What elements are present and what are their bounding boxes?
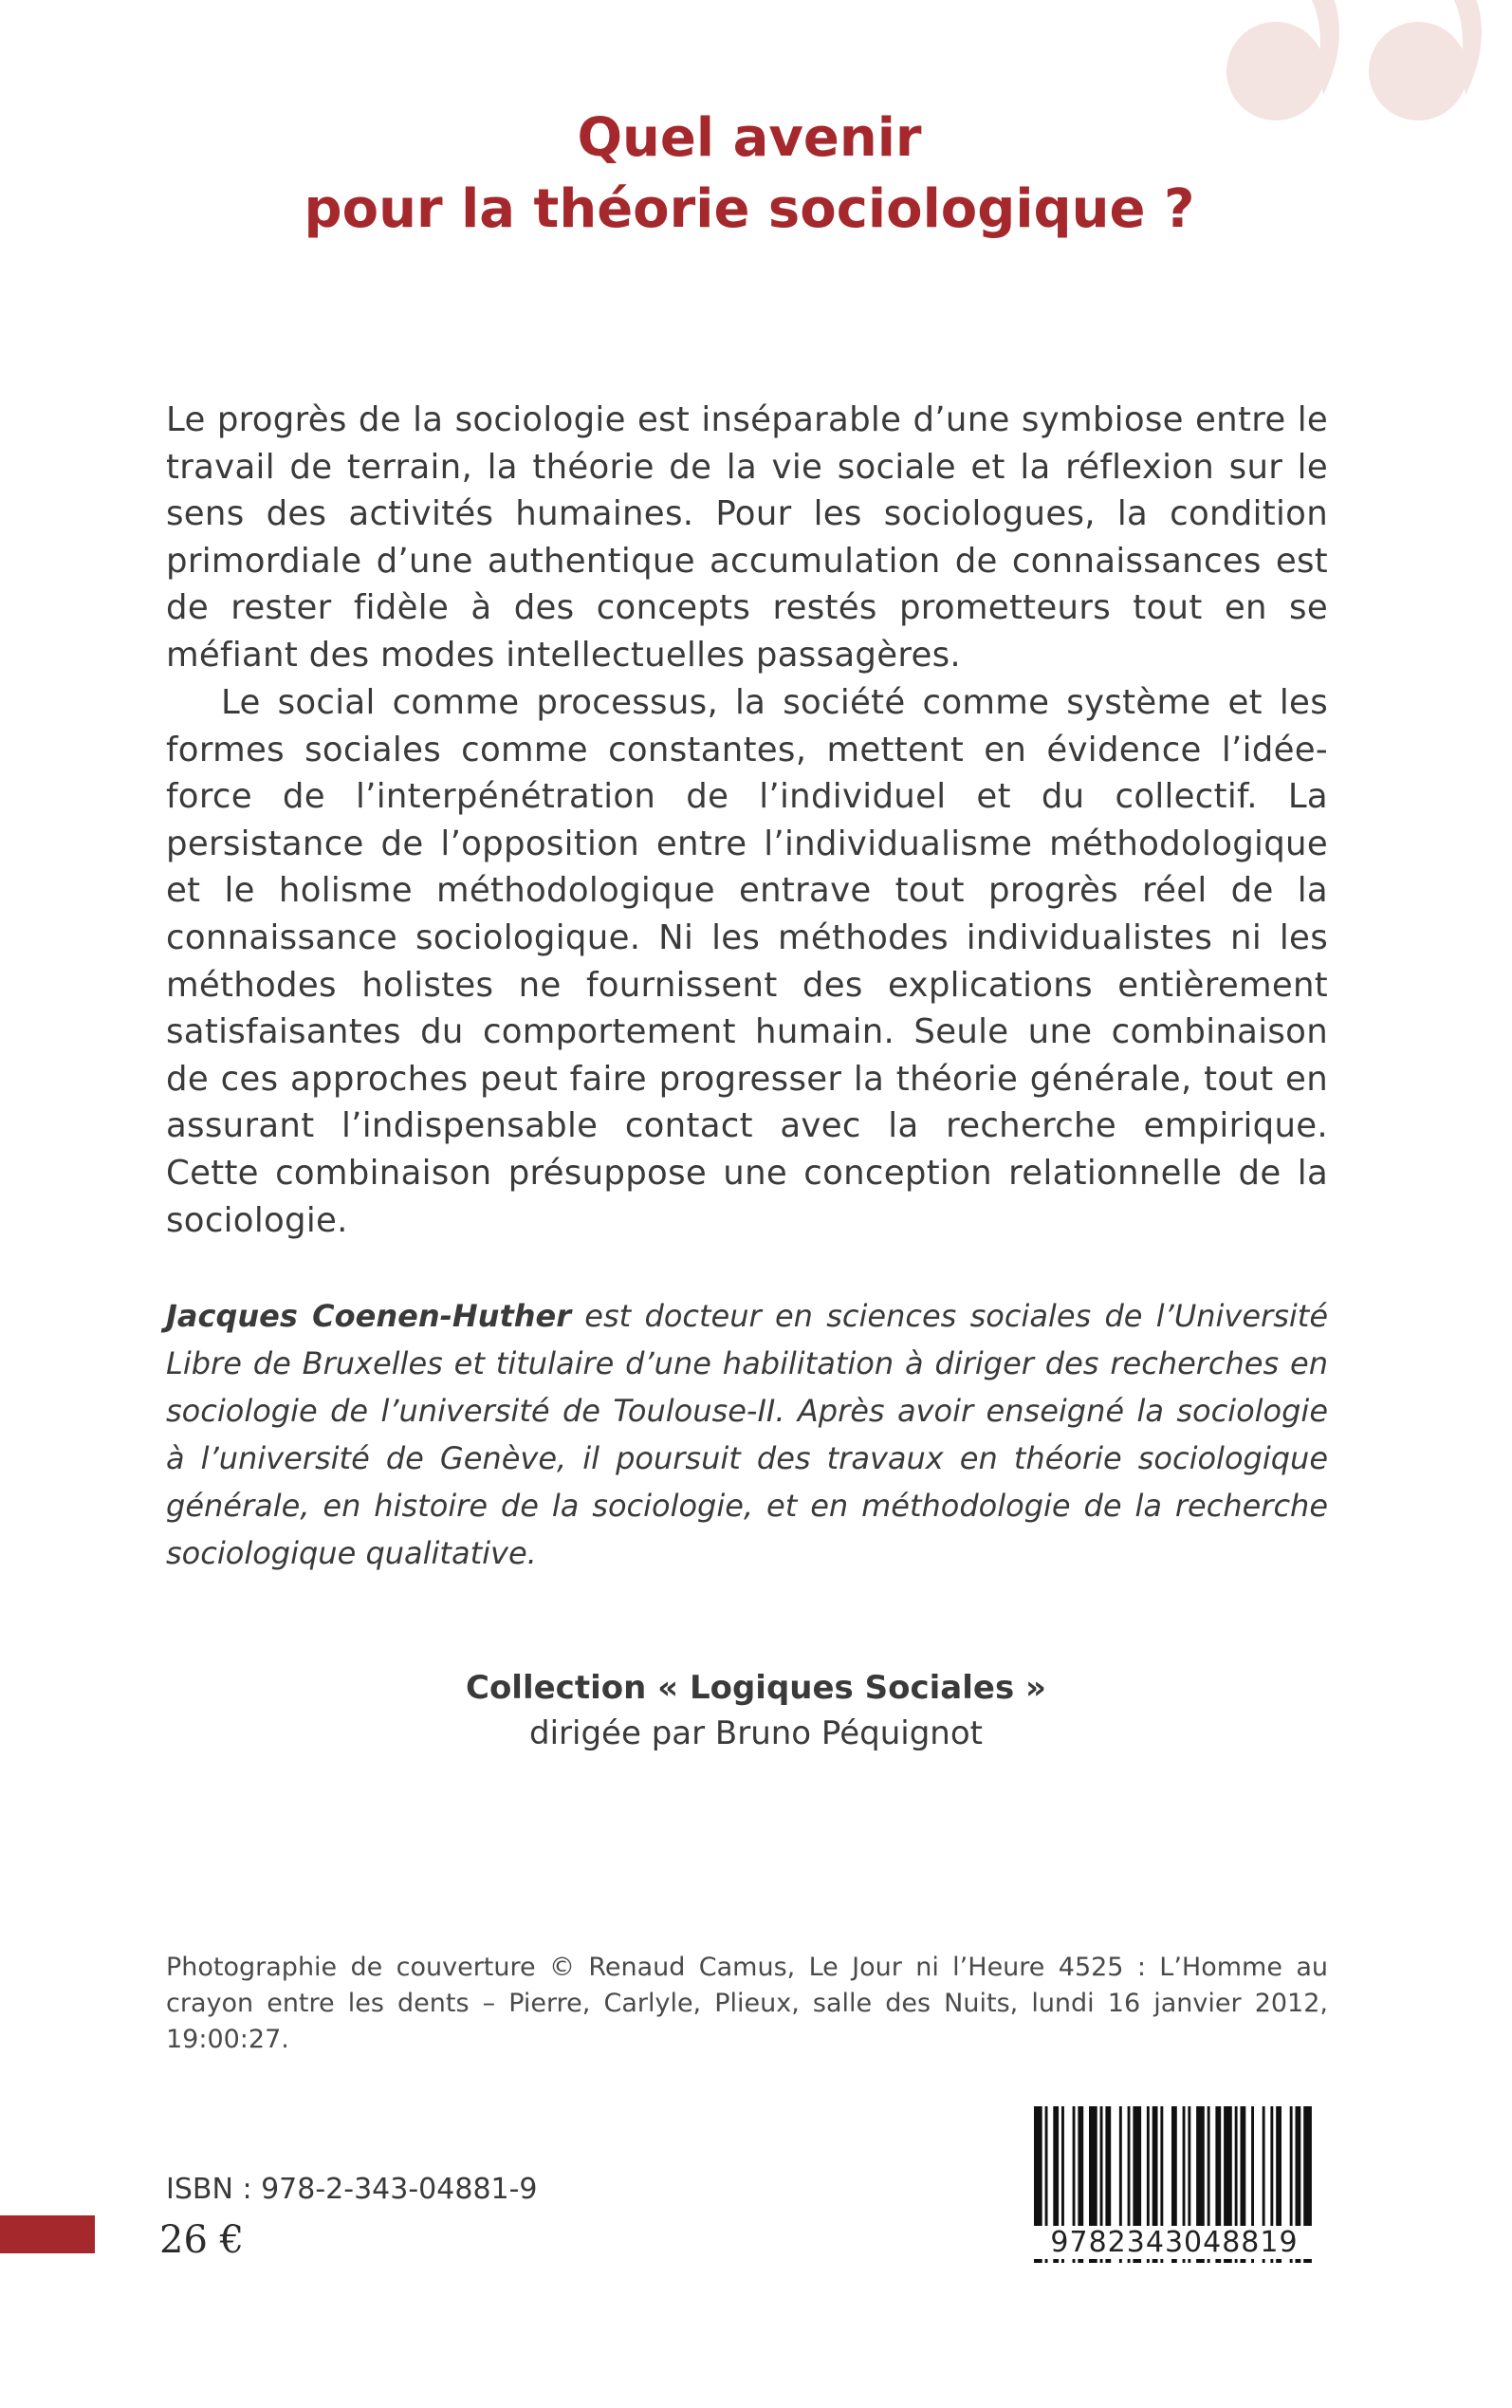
- author-bio-text: est docteur en sciences sociales de l’Université Libre de Bruxelles et titulaire d’une habilitation à diriger des recherches en sociologie de l’université de Toulouse-II. Après avoir enseigné la sociologie à l’université de Genève, il poursuit des travaux en théorie sociologique générale, en histoire de la sociologie, et en méthodologie de la recherche sociologique qualitative.: [166, 1298, 1329, 1571]
- collection-director: dirigée par Bruno Péquignot: [529, 1714, 983, 1752]
- photo-credit: Photographie de couverture © Renaud Camus, Le Jour ni l’Heure 4525 : L’Homme au crayon entre les dents – Pierre, Carlyle, Plieux, salle des Nuits, lundi 16 janvier 2012, 19:00:27.: [166, 1953, 1328, 2054]
- author-name: Jacques Coenen-Huther: [166, 1298, 572, 1334]
- isbn: ISBN : 978-2-343-04881-9: [166, 2173, 538, 2206]
- barcode-number: 9782343048819: [1023, 2226, 1326, 2259]
- title-line-2: pour la théorie sociologique ?: [304, 178, 1195, 240]
- summary-paragraph-2: Le social comme processus, la société comme système et les formes sociales comme constantes, mettent en évidence l’idée-force de l’interpénétration de l’individuel et du collectif. La persistance de l’opposition entre l’individualisme méthodologique et le holisme méthodologique entrave tout progrès réel de la connaissance sociologique. Ni les méthodes individualistes ni les méthodes holistes ne fournissent des explications entièrement satisfaisantes du comportement humain. Seule une combinaison de ces approches peut faire progresser la théorie générale, tout en assurant l’indispensable contact avec la recherche empirique. Cette combinaison présuppose une conception relationnelle de la sociologie.: [166, 683, 1328, 1240]
- collection-title: Collection « Logiques Sociales »: [466, 1669, 1046, 1707]
- accent-bar: [0, 2215, 95, 2253]
- summary-paragraph-1: Le progrès de la sociologie est inséparable d’une symbiose entre le travail de terrain, la théorie de la vie sociale et la réflexion sur le sens des activités humaines. Pour les sociologues, la condition primordiale d’une authentique accumulation de connaissances est de rester fidèle à des concepts restés prometteurs tout en se méfiant des modes intellectuelles passagères.: [166, 400, 1328, 675]
- collection-block: [0, 1665, 1512, 1756]
- author-bio: [166, 1292, 1328, 1577]
- title-line-1: Quel avenir: [577, 107, 922, 169]
- price: 26 €: [159, 2218, 245, 2262]
